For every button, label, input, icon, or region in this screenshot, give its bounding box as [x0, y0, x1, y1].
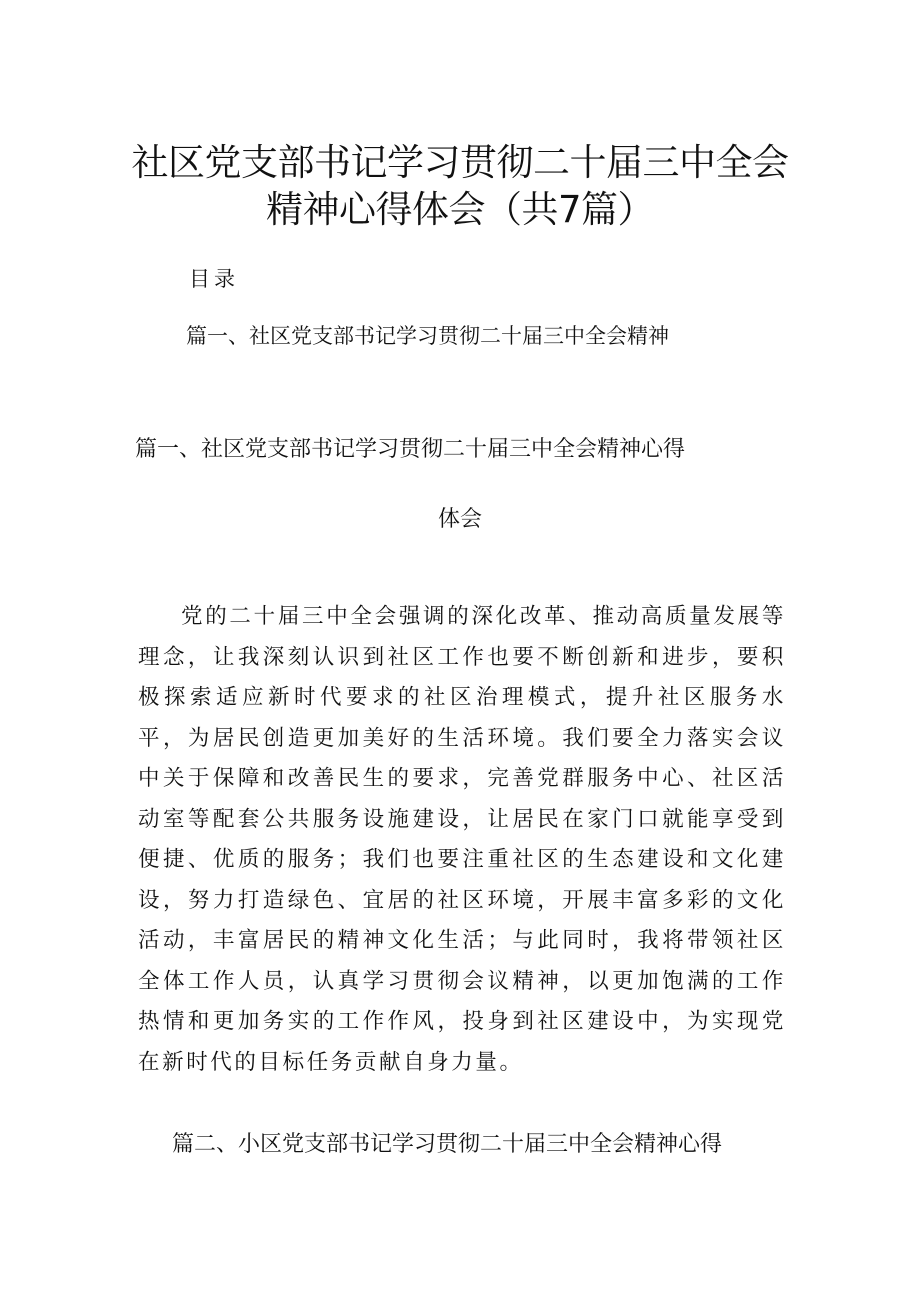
section-2-heading: 篇二、小区党支部书记学习贯彻二十届三中全会精神心得 — [172, 1132, 723, 1157]
section-1-body-paragraph: 党的二十届三中全会强调的深化改革、推动高质量发展等理念，让我深刻认识到社区工作也要不断创新和进步，要积极探索适应新时代要求的社区治理模式，提升社区服务水平，为居民创造更加美好的生活环境。我们要全力落实会议中关于保障和改善民生的要求，完善党群服务中心、社区活动室等配套公共服务设施建设，让居民在家门口就能享受到便捷、优质的服务；我们也要注重社区的生态建设和文化建设，努力打造绿色、宜居的社区环境，开展丰富多彩的文化活动，丰富居民的精神文化生活；与此同时，我将带领社区全体工作人员，认真学习贯彻会议精神，以更加饱满的工作热情和更加务实的工作作风，投身到社区建设中，为实现党在新时代的目标任务贡献自身力量。 — [138, 604, 786, 1075]
toc-item[interactable]: 篇一、社区党支部书记学习贯彻二十届三中全会精神 — [186, 324, 669, 348]
document-title-line-1: 社区党支部书记学习贯彻二十届三中全会 — [131, 141, 789, 184]
section-1-heading-line-1: 篇一、社区党支部书记学习贯彻二十届三中全会精神心得 — [135, 437, 686, 462]
section-1-heading-line-2: 体会 — [438, 507, 483, 532]
toc-heading: 目录 — [189, 267, 239, 291]
document-title-line-2: 精神心得体会（共7篇） — [265, 188, 655, 231]
